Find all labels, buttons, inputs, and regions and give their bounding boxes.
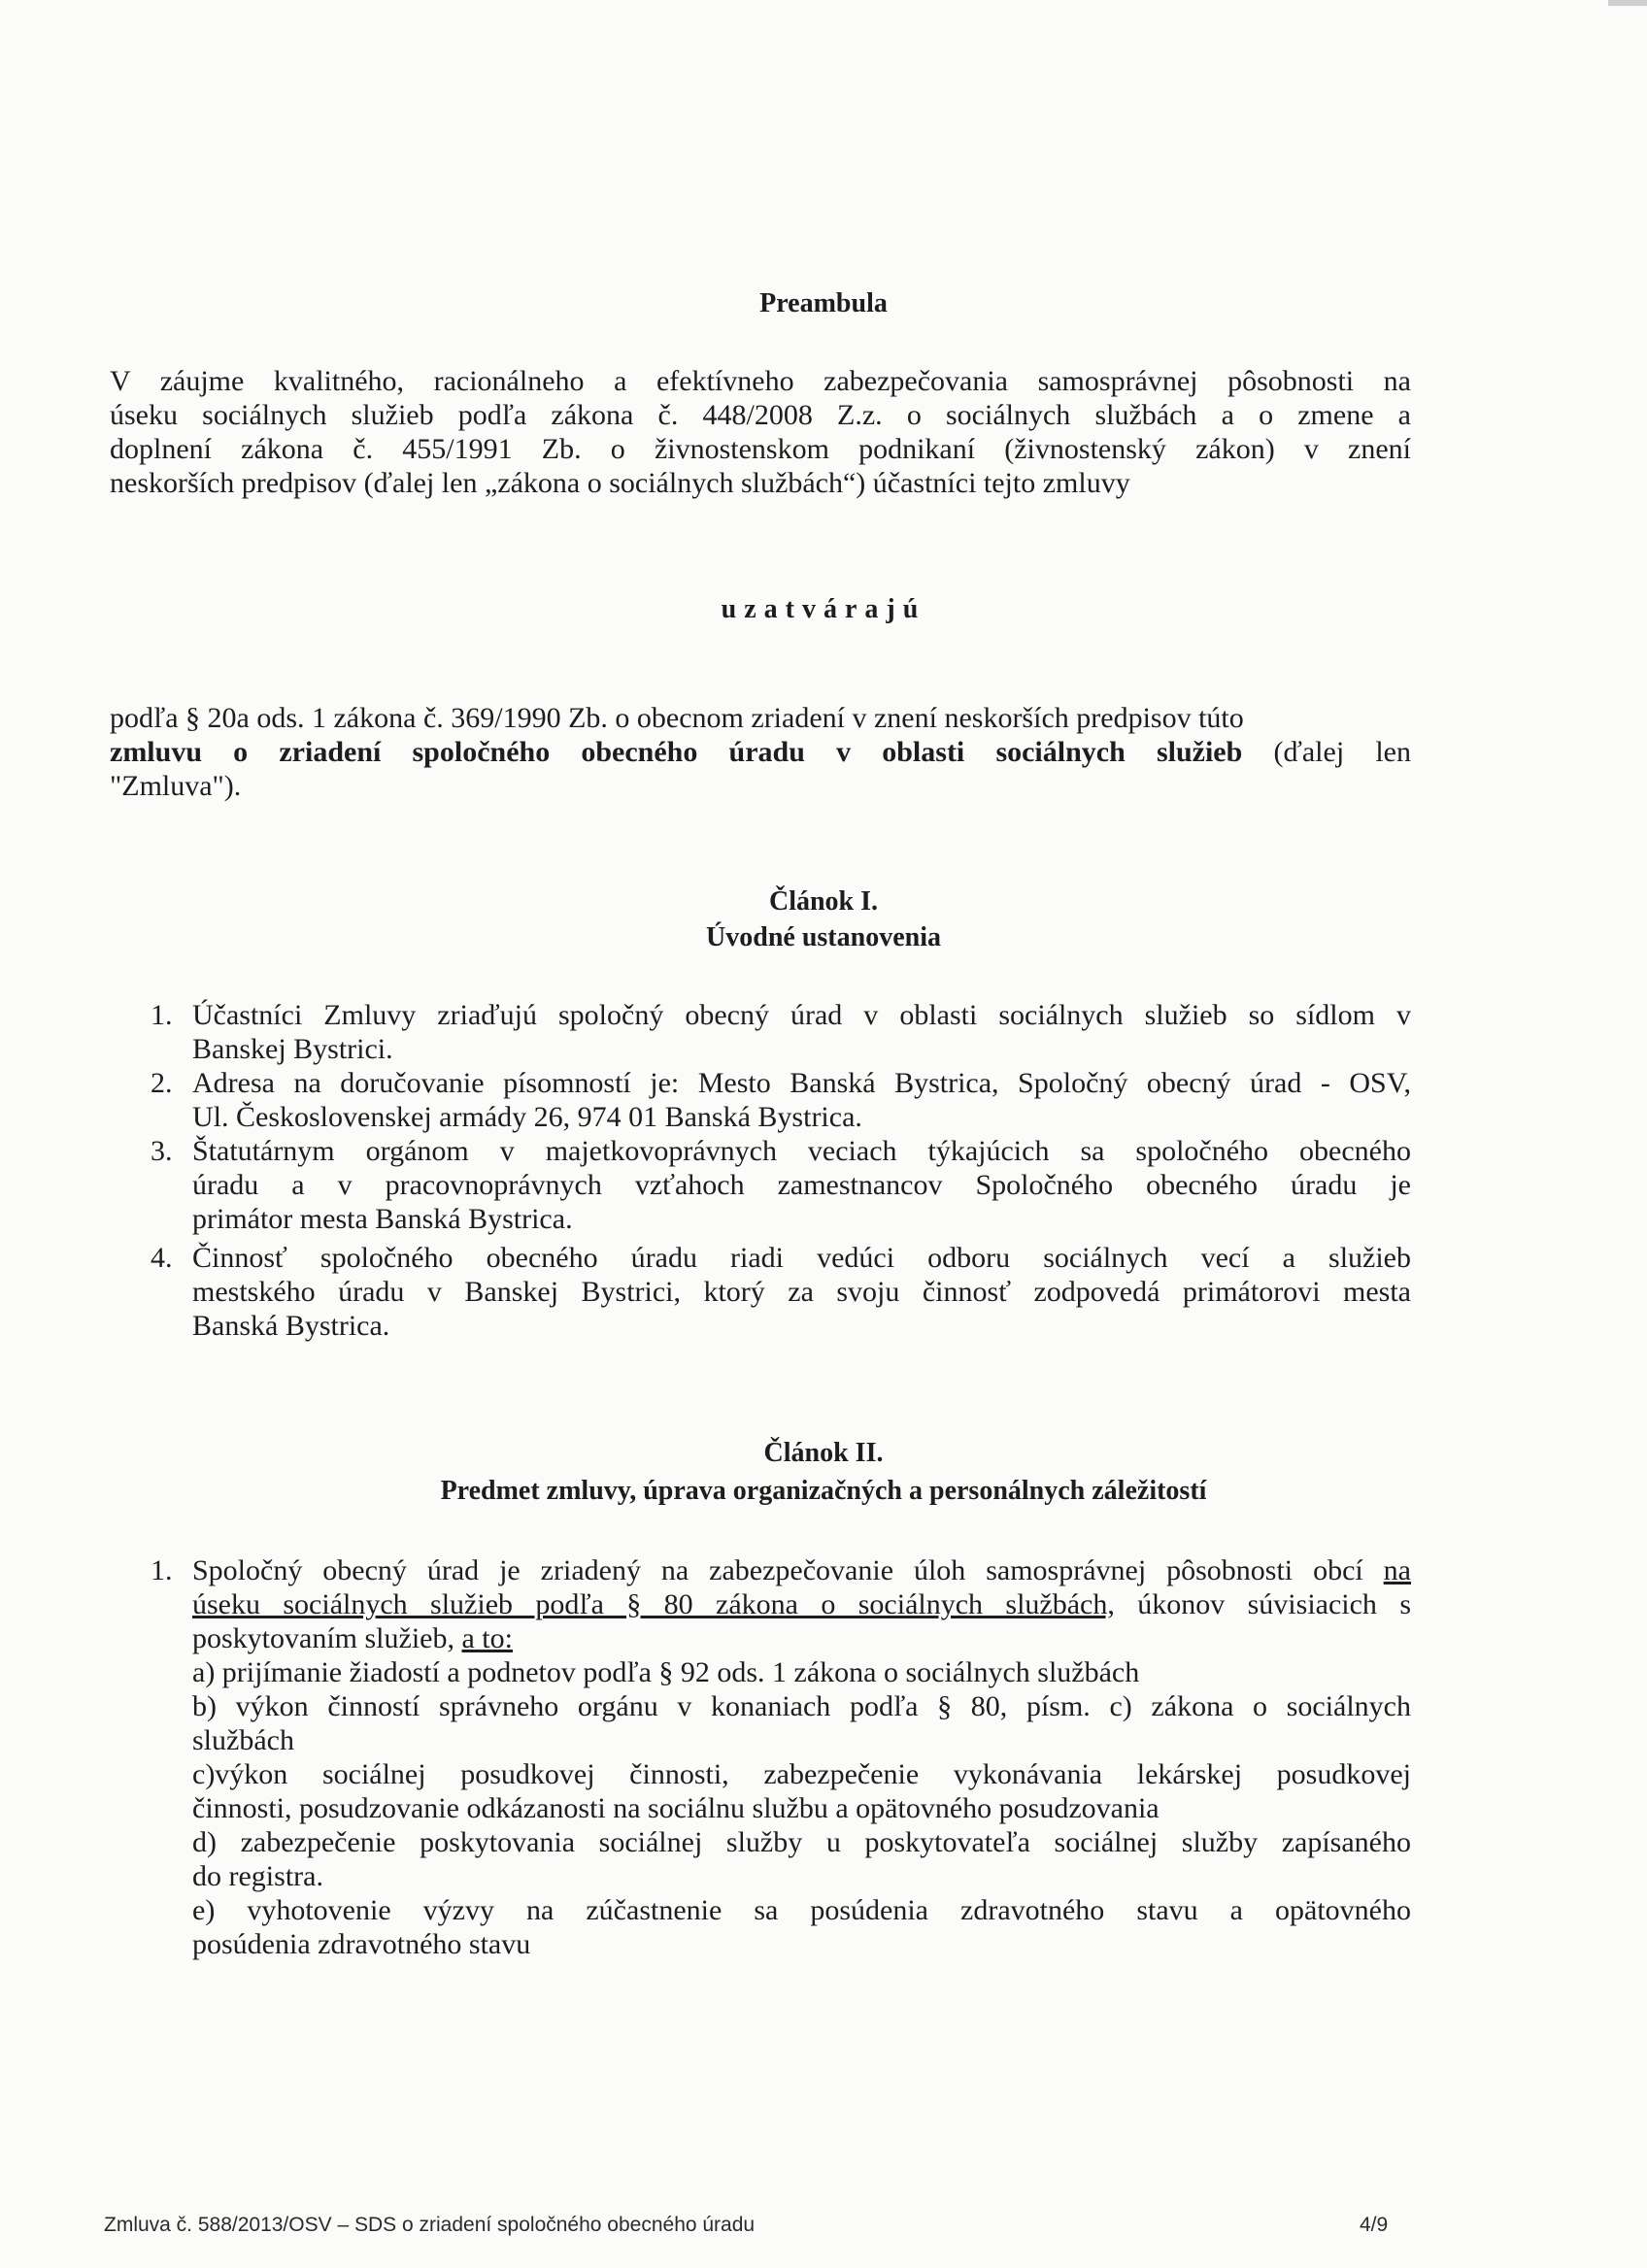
- sub-item-line: b) výkon činností správneho orgánu v konaniach podľa § 80, písm. c) zákona o sociálnych: [192, 1690, 1411, 1722]
- item-number: 3.: [151, 1135, 173, 1167]
- scan-edge-mark: [1608, 0, 1647, 6]
- sub-item-line: posúdenia zdravotného stavu: [192, 1928, 531, 1960]
- item-line: Ul. Československej armády 26, 974 01 Banská Bystrica.: [192, 1101, 862, 1133]
- agreement-line: "Zmluva").: [110, 770, 242, 802]
- agreement-title-bold: zmluvu o zriadení spoločného obecného úradu v oblasti sociálnych služieb: [110, 736, 1243, 768]
- sub-item-line: službách: [192, 1724, 294, 1756]
- footer-contract-ref: Zmluva č. 588/2013/OSV – SDS o zriadení spoločného obecného úradu: [104, 2214, 756, 2236]
- item-text-underlined: úseku sociálnych služieb podľa § 80 zákona o sociálnych službách,: [192, 1588, 1115, 1620]
- article1-number: Článok I.: [768, 886, 879, 917]
- item-text: [192, 1241, 1411, 1343]
- article1-item: [151, 998, 1411, 1066]
- article1-item: [151, 1134, 1411, 1236]
- item-number: 2.: [151, 1067, 173, 1099]
- item-line: [192, 1587, 1411, 1621]
- item-line: primátor mesta Banská Bystrica.: [192, 1203, 573, 1235]
- item-text-underlined: a to:: [461, 1622, 513, 1654]
- item-line: Banskej Bystrici.: [192, 1033, 393, 1065]
- item-line: úradu a v pracovnoprávnych vzťahoch zamestnancov Spoločného obecného úradu je: [192, 1169, 1411, 1201]
- preamble-line: V záujme kvalitného, racionálneho a efektívneho zabezpečovania samosprávnej pôsobnosti na: [110, 365, 1411, 397]
- item-number: 1.: [151, 999, 173, 1031]
- item-line: Účastníci Zmluvy zriaďujú spoločný obecný úrad v oblasti sociálnych služieb so sídlom v: [192, 999, 1411, 1031]
- item-text-underlined: na: [1383, 1554, 1411, 1586]
- sub-item-line: d) zabezpečenie poskytovania sociálnej služby u poskytovateľa sociálnej služby zapísaného: [192, 1826, 1411, 1858]
- agreement-ref: (ďalej len: [1273, 736, 1411, 768]
- sub-item-line: do registra.: [192, 1860, 323, 1892]
- item-line: [192, 1553, 1411, 1587]
- sub-item-line: e) vyhotovenie výzvy na zúčastnenie sa posúdenia zdravotného stavu a opätovného: [192, 1894, 1411, 1926]
- item-text: [192, 1553, 1411, 1961]
- item-text: [192, 1066, 1411, 1134]
- article2-item: [151, 1553, 1411, 2000]
- sub-item-line: činnosti, posudzovanie odkázanosti na sociálnu službu a opätovného posudzovania: [192, 1792, 1160, 1824]
- agreement-paragraph: [110, 701, 1411, 803]
- item-line: Štatutárnym orgánom v majetkovoprávnych veciach týkajúcich sa spoločného obecného: [192, 1135, 1411, 1167]
- footer-page-number: 4/9: [1360, 2214, 1389, 2236]
- item-number: 1.: [151, 1554, 173, 1586]
- article1-item: [151, 1066, 1411, 1134]
- preamble-line: doplnení zákona č. 455/1991 Zb. o živnostenskom podnikaní (živnostenský zákon) v znení: [110, 433, 1411, 465]
- preamble-title: Preambula: [759, 288, 888, 318]
- agreement-line: podľa § 20a ods. 1 zákona č. 369/1990 Zb. o obecnom zriadení v znení neskorších predpisov túto: [110, 702, 1244, 734]
- preamble-paragraph: [110, 364, 1411, 500]
- item-line: mestského úradu v Banskej Bystrici, ktorý za svoju činnosť zodpovedá primátorovi mesta: [192, 1276, 1411, 1308]
- preamble-line: neskorších predpisov (ďalej len „zákona o sociálnych službách“) účastníci tejto zmluvy: [110, 467, 1130, 499]
- agreement-line-bold: [110, 735, 1411, 769]
- item-line: Činnosť spoločného obecného úradu riadi vedúci odboru sociálnych vecí a služieb: [192, 1242, 1411, 1274]
- conclude-heading: uzatvárajú: [721, 594, 926, 624]
- sub-item-line: a) prijímanie žiadostí a podnetov podľa § 92 ods. 1 zákona o sociálnych službách: [192, 1656, 1140, 1688]
- article2-title: Predmet zmluvy, úprava organizačných a personálnych záležitostí: [440, 1476, 1207, 1506]
- article1-item: [151, 1241, 1411, 1343]
- item-number: 4.: [151, 1242, 173, 1274]
- item-line: Banská Bystrica.: [192, 1310, 390, 1342]
- sub-item-line: c)výkon sociálnej posudkovej činnosti, zabezpečenie vykonávania lekárskej posudkovej: [192, 1758, 1411, 1790]
- item-text-plain: Spoločný obecný úrad je zriadený na zabezpečovanie úloh samosprávnej pôsobnosti obcí: [192, 1554, 1384, 1586]
- article2-number: Článok II.: [763, 1438, 884, 1468]
- item-text-plain: úkonov súvisiacich s: [1114, 1588, 1411, 1620]
- item-line: Adresa na doručovanie písomností je: Mesto Banská Bystrica, Spoločný obecný úrad - OSV,: [192, 1067, 1411, 1099]
- item-text-plain: poskytovaním služieb,: [192, 1622, 462, 1654]
- item-line: [192, 1621, 1411, 1655]
- article1-title: Úvodné ustanovenia: [706, 922, 941, 952]
- item-text: [192, 1134, 1411, 1236]
- preamble-line: úseku sociálnych služieb podľa zákona č. 448/2008 Z.z. o sociálnych službách a o zmene a: [110, 399, 1411, 431]
- item-text: [192, 998, 1411, 1066]
